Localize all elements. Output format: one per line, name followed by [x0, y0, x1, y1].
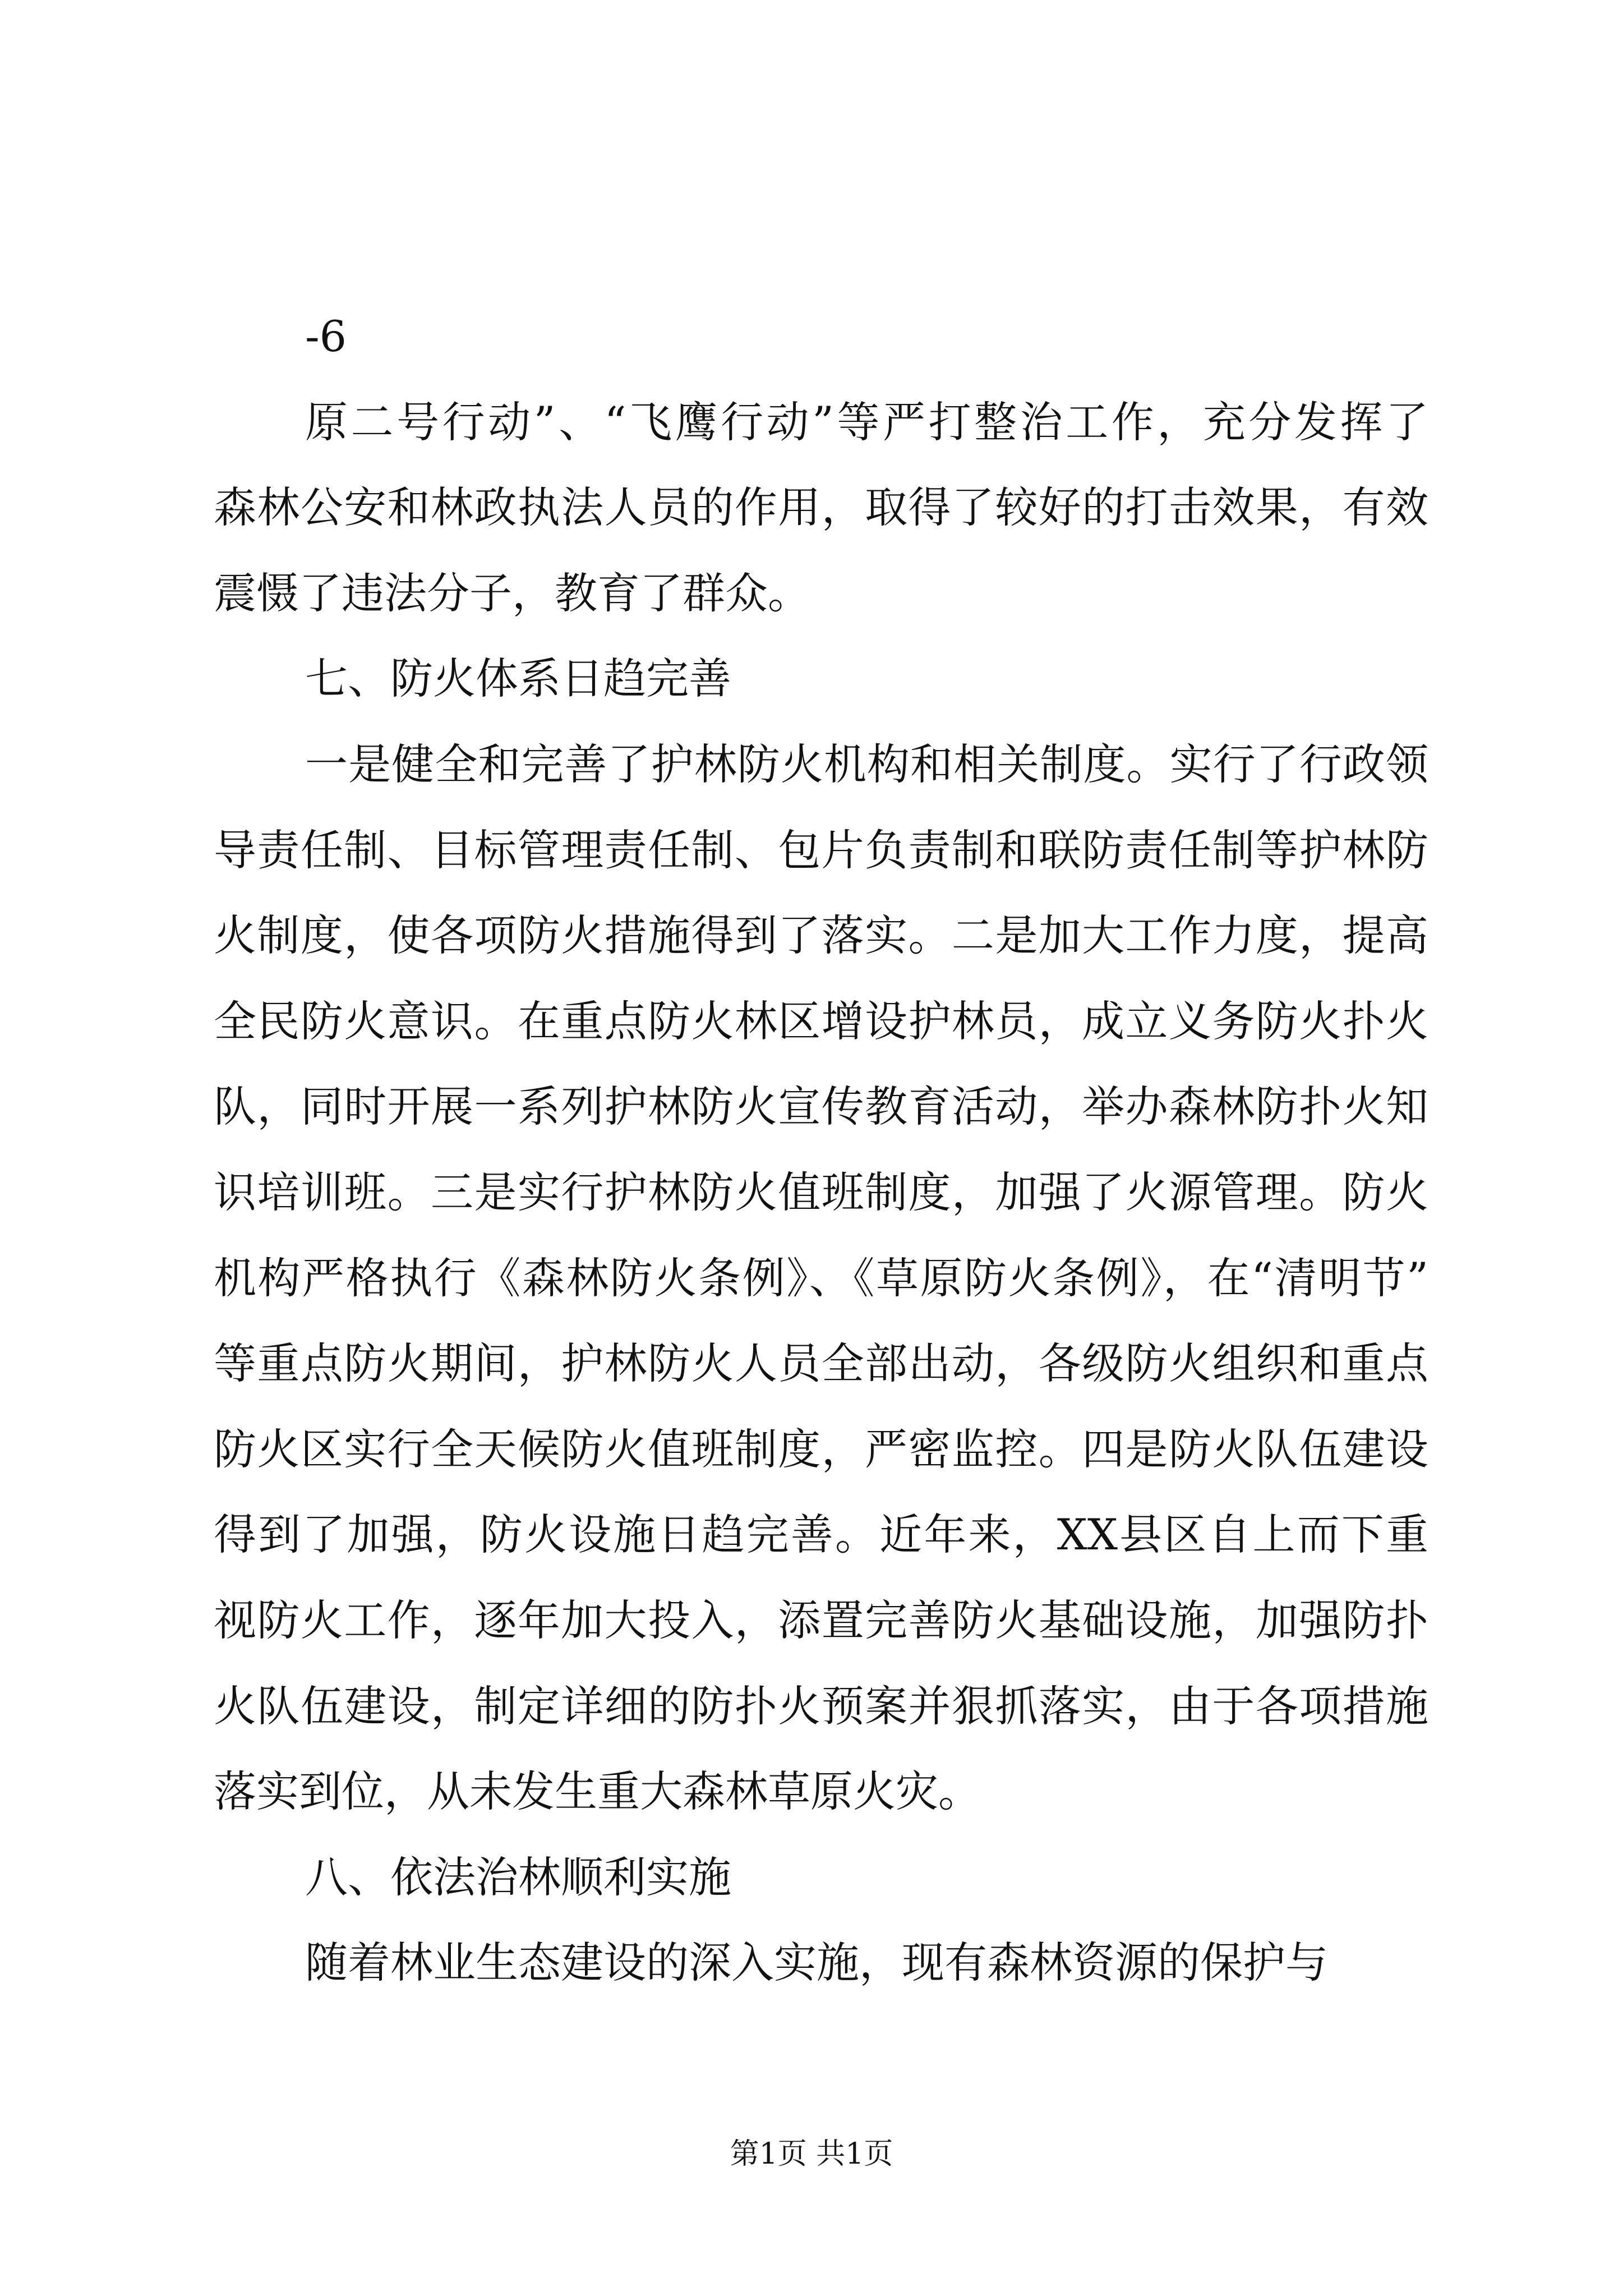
section-heading-8: 八、依法治林顺利实施: [305, 1852, 731, 1902]
paragraph-line: 等重点防火期间，护林防火人员全部出动，各级防火组织和重点: [214, 1338, 1428, 1389]
paragraph-line: 火队伍建设，制定详细的防扑火预案并狠抓落实，由于各项措施: [214, 1681, 1428, 1731]
paragraph-line: 落实到位，从未发生重大森林草原火灾。: [214, 1766, 981, 1817]
paragraph-line: 机构严格执行《森林防火条例》、《草原防火条例》，在“清明节”: [214, 1253, 1428, 1303]
paragraph-line: 火制度，使各项防火措施得到了落实。二是加大工作力度，提高: [214, 910, 1428, 961]
paragraph-line: 一是健全和完善了护林防火机构和相关制度。实行了行政领: [305, 739, 1428, 789]
paragraph-line: 队，同时开展一系列护林防火宣传教育活动，举办森林防扑火知: [214, 1082, 1428, 1132]
section-heading-7: 七、防火体系日趋完善: [305, 654, 731, 704]
paragraph-1: [214, 380, 1428, 637]
paragraph-2: [214, 722, 1428, 1835]
document-body: [214, 294, 1428, 2006]
paragraph-line: 导责任制、目标管理责任制、包片负责制和联防责任制等护林防: [214, 825, 1428, 875]
paragraph-3: [214, 1920, 1428, 2006]
paragraph-line: 得到了加强，防火设施日趋完善。近年来，XX县区自上而下重: [214, 1510, 1428, 1560]
paragraph-line: 随着林业生态建设的深入实施，现有森林资源的保护与: [305, 1938, 1328, 1988]
paragraph-line: 全民防火意识。在重点防火林区增设护林员，成立义务防火扑火: [214, 996, 1428, 1046]
paragraph-line: 原二号行动”、“飞鹰行动”等严打整治工作，充分发挥了: [305, 397, 1428, 447]
paragraph-line: 森林公安和林政执法人员的作用，取得了较好的打击效果，有效: [214, 482, 1428, 533]
paragraph-line: 视防火工作，逐年加大投入，添置完善防火基础设施，加强防扑: [214, 1595, 1428, 1645]
paragraph-line: 震慑了违法分子，教育了群众。: [214, 568, 810, 618]
paragraph-line: 识培训班。三是实行护林防火值班制度，加强了火源管理。防火: [214, 1167, 1428, 1217]
paragraph-line: 防火区实行全天候防火值班制度，严密监控。四是防火队伍建设: [214, 1424, 1428, 1474]
page-fragment-number: -6: [305, 311, 347, 361]
page-footer: 第1页 共1页: [730, 2137, 893, 2171]
